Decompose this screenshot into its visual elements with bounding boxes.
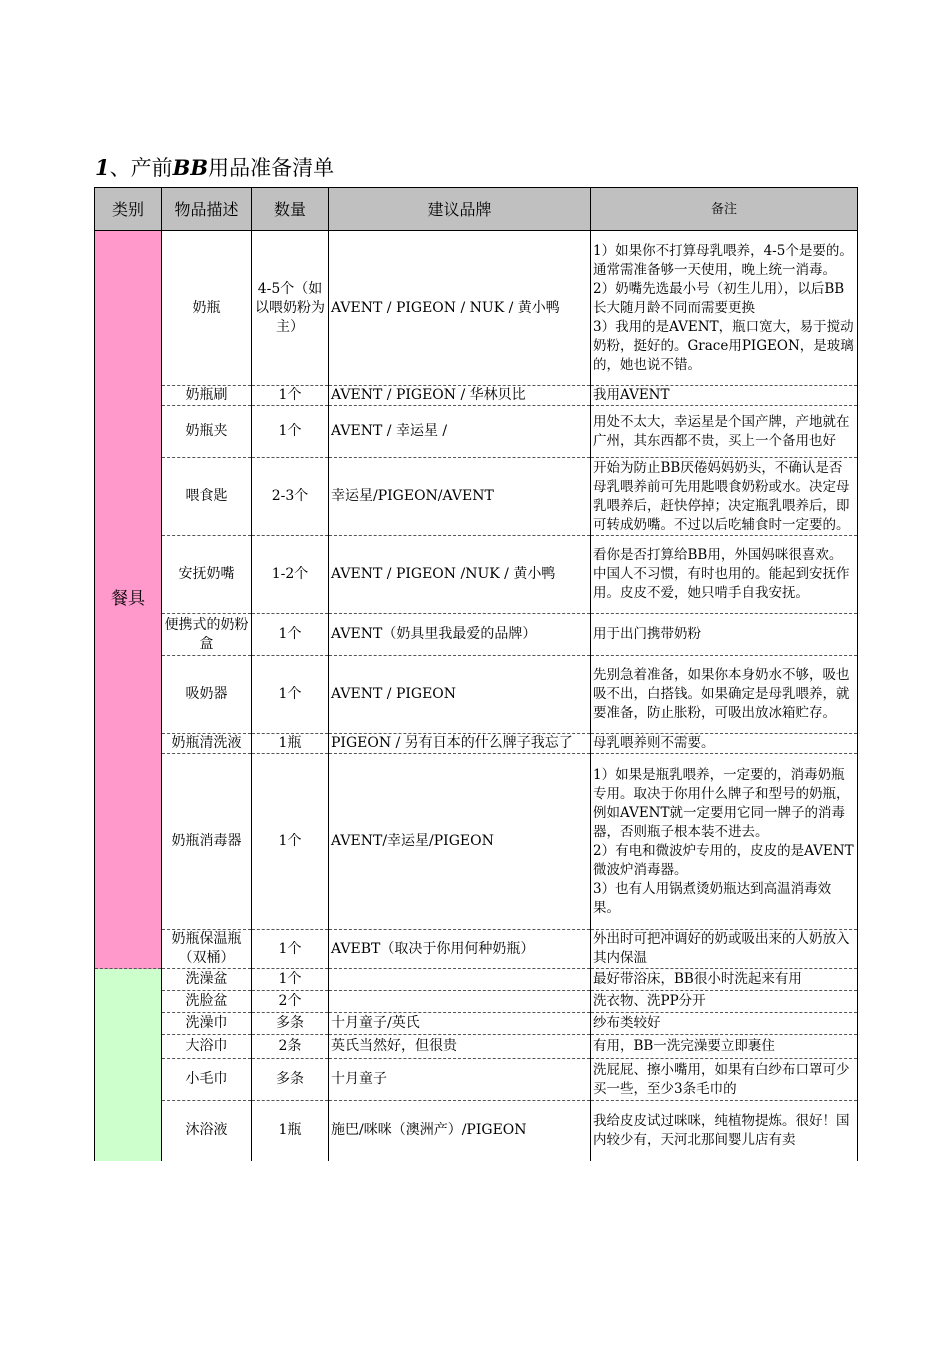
item-cell: 喂食匙: [162, 458, 252, 536]
brand-cell: AVENT（奶具里我最爱的品牌）: [329, 614, 591, 656]
note-line: 用处不太大，幸运星是个国产牌，产地就在广州，其东西都不贵，买上一个备用也好: [593, 413, 850, 449]
qty-cell: 2-3个: [252, 458, 329, 536]
brand-cell: 幸运星/PIGEON/AVENT: [329, 458, 591, 536]
note-line: 用于出门携带奶粉: [593, 626, 701, 642]
category-cell: [95, 969, 162, 1161]
brand-cell: AVENT/幸运星/PIGEON: [329, 754, 591, 930]
brand-cell: 施巴/咪咪（澳洲产）/PIGEON: [329, 1101, 591, 1161]
brand-cell: [329, 991, 591, 1013]
brand-cell: AVENT / PIGEON / NUK / 黄小鸭: [329, 231, 591, 386]
notes-cell: [591, 386, 858, 406]
note-line: 最好带浴床，BB很小时洗起来有用: [593, 971, 802, 987]
table-row: [95, 614, 858, 656]
table-row: [95, 536, 858, 614]
qty-cell: 2条: [252, 1035, 329, 1059]
notes-cell: [591, 231, 858, 386]
brand-cell: AVENT / PIGEON: [329, 656, 591, 734]
note-line: 外出时可把冲调好的奶或吸出来的人奶放入其内保温: [593, 931, 850, 966]
table-body: [95, 231, 858, 1161]
note-line: 先别急着准备，如果你本身奶水不够，吸也吸不出，白搭钱。如果确定是母乳喂养，就要准备，防止胀粉，可吸出放冰箱贮存。: [593, 667, 850, 721]
brand-cell: AVEBT（取决于你用何种奶瓶）: [329, 930, 591, 969]
table-row: [95, 969, 858, 991]
qty-cell: 多条: [252, 1013, 329, 1035]
header-brand: 建议品牌: [329, 188, 591, 231]
table-row: [95, 406, 858, 458]
notes-cell: [591, 1101, 858, 1161]
qty-cell: 1个: [252, 656, 329, 734]
qty-cell: 1个: [252, 386, 329, 406]
item-cell: 吸奶器: [162, 656, 252, 734]
note-line: 有用，BB一洗完澡要立即裹住: [593, 1038, 775, 1054]
header-qty: 数量: [252, 188, 329, 231]
notes-cell: [591, 930, 858, 969]
table-row: [95, 1013, 858, 1035]
item-cell: 奶瓶消毒器: [162, 754, 252, 930]
qty-cell: 4-5个（如以喂奶粉为主）: [252, 231, 329, 386]
header-row: [95, 188, 858, 231]
note-line: 2）有电和微波炉专用的，皮皮的是AVENT微波炉消毒器。: [593, 842, 854, 878]
note-line: 2）奶嘴先选最小号（初生儿用），以后BB长大随月龄不同而需要更换: [593, 280, 845, 316]
brand-cell: 英氏当然好，但很贵: [329, 1035, 591, 1059]
page-title: [95, 152, 334, 182]
qty-cell: 1瓶: [252, 1101, 329, 1161]
note-line: 洗屁屁、擦小嘴用，如果有白纱布口罩可少买一些，至少3条毛巾的: [593, 1061, 850, 1097]
brand-cell: [329, 969, 591, 991]
brand-cell: 十月童子/英氏: [329, 1013, 591, 1035]
header-notes: 备注: [591, 188, 858, 231]
table-row: [95, 458, 858, 536]
brand-cell: AVENT / PIGEON / 华林贝比: [329, 386, 591, 406]
notes-cell: [591, 991, 858, 1013]
item-cell: 便携式的奶粉盒: [162, 614, 252, 656]
supplies-table: [94, 187, 858, 1161]
item-cell: 奶瓶清洗液: [162, 734, 252, 754]
note-line: 3）也有人用锅煮烫奶瓶达到高温消毒效果。: [593, 880, 832, 916]
item-cell: 大浴巾: [162, 1035, 252, 1059]
qty-cell: 1个: [252, 406, 329, 458]
table-row: [95, 386, 858, 406]
brand-cell: AVENT / 幸运星 /: [329, 406, 591, 458]
table-row: [95, 734, 858, 754]
note-line: 洗衣物、洗PP分开: [593, 993, 706, 1009]
qty-cell: 1个: [252, 754, 329, 930]
qty-cell: 2个: [252, 991, 329, 1013]
qty-cell: 1个: [252, 614, 329, 656]
item-cell: 奶瓶刷: [162, 386, 252, 406]
note-line: 3）我用的是AVENT，瓶口宽大，易于搅动奶粉，挺好的。Grace用PIGEON，是玻璃的，她也说不错。: [593, 318, 854, 373]
qty-cell: 1-2个: [252, 536, 329, 614]
title-separator: 、产前: [109, 156, 173, 180]
notes-cell: [591, 458, 858, 536]
notes-cell: [591, 754, 858, 930]
notes-cell: [591, 614, 858, 656]
note-line: 母乳喂养则不需要。: [593, 735, 715, 751]
qty-cell: 1瓶: [252, 734, 329, 754]
brand-cell: PIGEON / 另有日本的什么牌子我忘了: [329, 734, 591, 754]
table-row: [95, 1059, 858, 1101]
item-cell: 奶瓶夹: [162, 406, 252, 458]
notes-cell: [591, 969, 858, 991]
brand-cell: 十月童子: [329, 1059, 591, 1101]
qty-cell: 1个: [252, 930, 329, 969]
table-row: [95, 930, 858, 969]
notes-cell: [591, 536, 858, 614]
item-cell: 奶瓶保温瓶（双桶）: [162, 930, 252, 969]
notes-cell: [591, 406, 858, 458]
item-cell: 奶瓶: [162, 231, 252, 386]
table-row: [95, 231, 858, 386]
item-cell: 洗澡巾: [162, 1013, 252, 1035]
category-cell: 餐具: [95, 231, 162, 969]
title-number: 1: [95, 155, 110, 180]
notes-cell: [591, 1013, 858, 1035]
note-line: 纱布类较好: [593, 1015, 661, 1031]
note-line: 1）如果是瓶乳喂养，一定要的，消毒奶瓶专用。取决于你用什么牌子和型号的奶瓶，例如AVENT就一定要用它同一牌子的消毒器，否则瓶子根本装不进去。: [593, 766, 850, 840]
item-cell: 洗澡盆: [162, 969, 252, 991]
qty-cell: 多条: [252, 1059, 329, 1101]
note-line: 开始为防止BB厌倦妈妈奶头，不确认是否母乳喂养前可先用匙喂食奶粉或水。决定母乳喂养后，赶快停掉；决定瓶乳喂养后，即可转成奶嘴。不过以后吃辅食时一定要的。: [593, 459, 850, 533]
header-item: 物品描述: [162, 188, 252, 231]
item-cell: 沐浴液: [162, 1101, 252, 1161]
table-row: [95, 1035, 858, 1059]
notes-cell: [591, 1059, 858, 1101]
item-cell: 洗脸盆: [162, 991, 252, 1013]
brand-cell: AVENT / PIGEON /NUK / 黄小鸭: [329, 536, 591, 614]
table-row: [95, 991, 858, 1013]
title-bb: BB: [172, 155, 209, 180]
note-line: 看你是否打算给BB用，外国妈咪很喜欢。中国人不习惯，有时也用的。能起到安抚作用。皮皮不爱，她只啃手自我安抚。: [593, 547, 850, 601]
notes-cell: [591, 734, 858, 754]
note-line: 我给皮皮试过咪咪，纯植物提炼。很好！国内较少有，天河北那间婴儿店有卖: [593, 1112, 850, 1148]
notes-cell: [591, 656, 858, 734]
notes-cell: [591, 1035, 858, 1059]
table-row: [95, 1101, 858, 1161]
note-line: 我用AVENT: [593, 387, 670, 403]
header-category: 类别: [95, 188, 162, 231]
qty-cell: 1个: [252, 969, 329, 991]
item-cell: 安抚奶嘴: [162, 536, 252, 614]
table-row: [95, 754, 858, 930]
table-row: [95, 656, 858, 734]
note-line: 1）如果你不打算母乳喂养，4-5个是要的。通常需准备够一天使用，晚上统一消毒。: [593, 242, 853, 278]
title-rest: 用品准备清单: [208, 156, 335, 180]
item-cell: 小毛巾: [162, 1059, 252, 1101]
